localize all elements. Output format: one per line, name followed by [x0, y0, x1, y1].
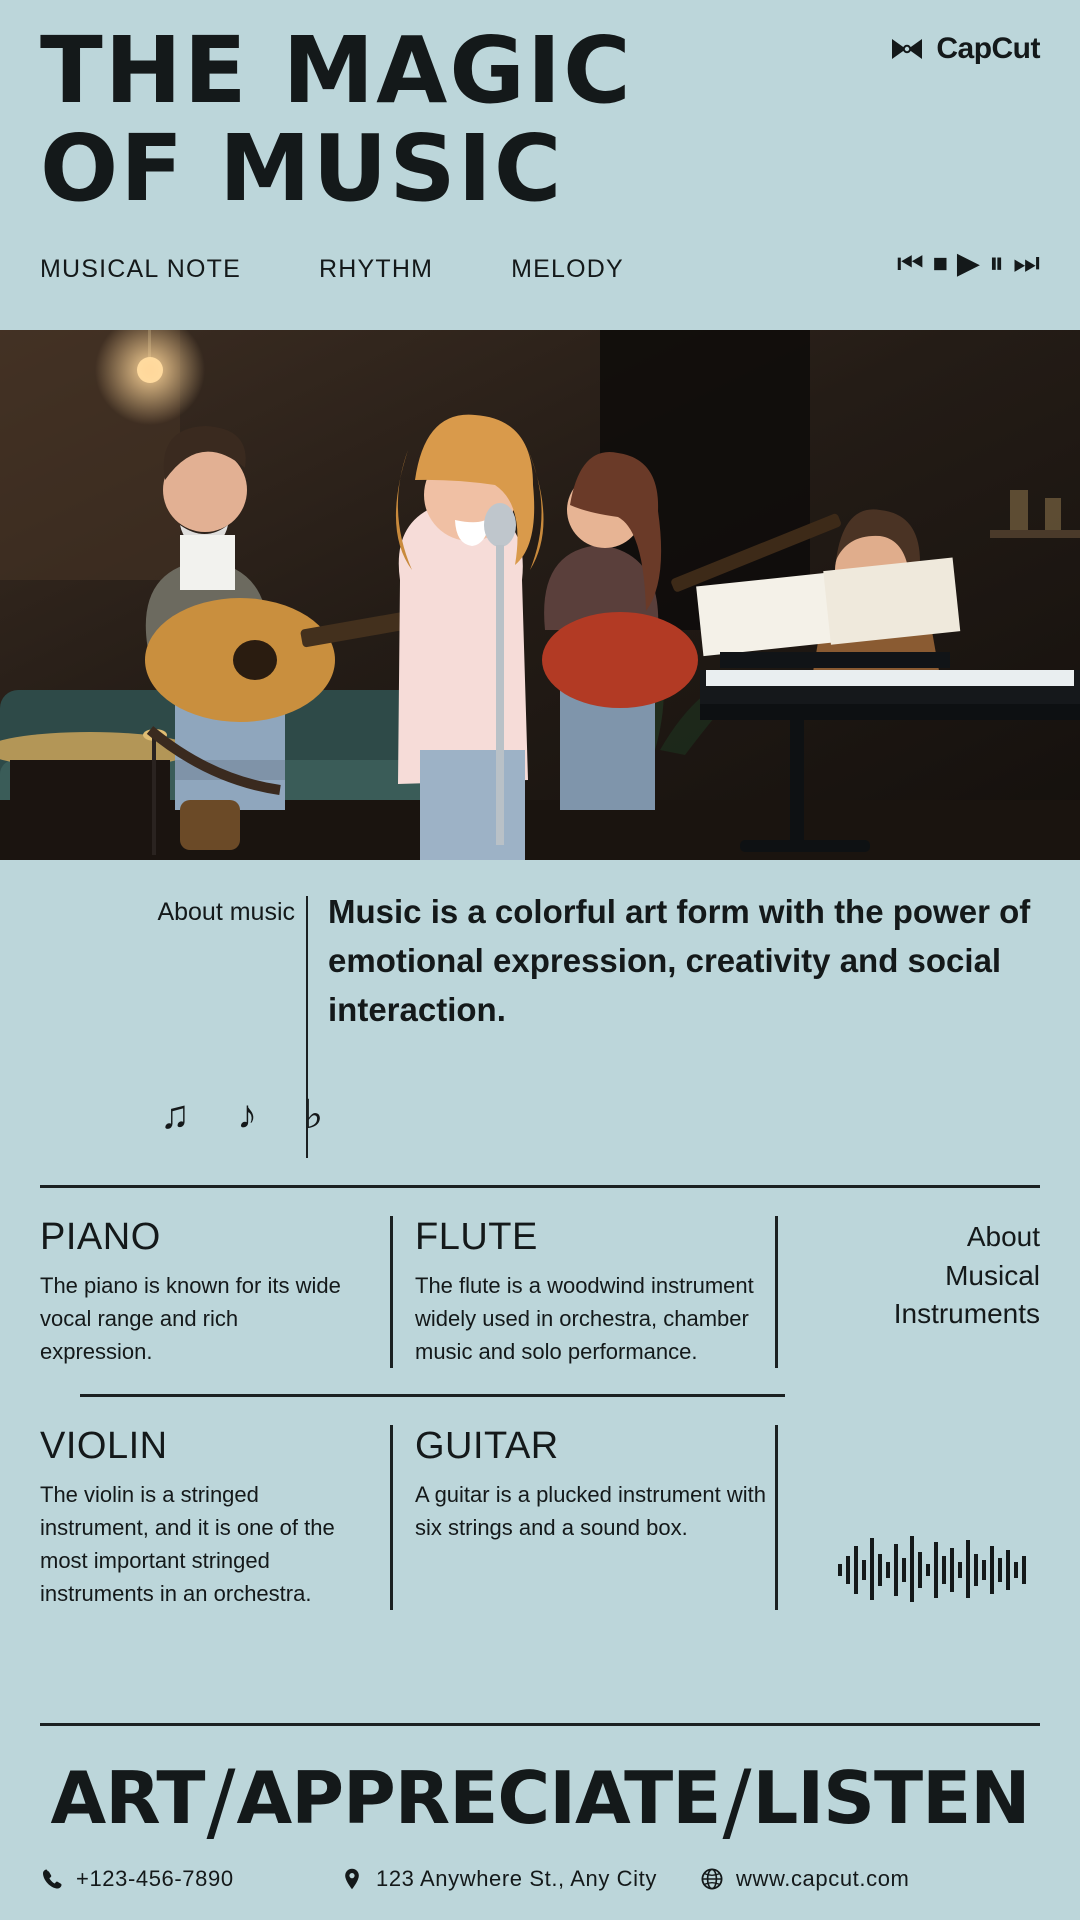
- contact-website-text: www.capcut.com: [736, 1866, 910, 1891]
- previous-track-button[interactable]: ⏮: [896, 247, 924, 280]
- instruments-heading-line-1: About: [966, 1221, 1040, 1252]
- instruments-heading-cell: [775, 1216, 1040, 1368]
- divider-bottom: [40, 1723, 1040, 1726]
- instruments-section: [0, 1188, 1080, 1636]
- instruments-heading: [800, 1218, 1040, 1334]
- play-button[interactable]: ▶: [956, 247, 980, 280]
- about-music-section: [0, 860, 1080, 1185]
- stop-button[interactable]: ⏹: [932, 247, 948, 280]
- waveform-cell: [775, 1425, 1040, 1610]
- poster-footer: [0, 1723, 1080, 1920]
- pause-button[interactable]: ⏸: [989, 247, 1004, 280]
- brand-logo: [890, 32, 1040, 66]
- player-controls: [897, 249, 1040, 279]
- instrument-name: VIOLIN: [40, 1425, 168, 1467]
- instrument-name: PIANO: [40, 1216, 161, 1258]
- contact-phone[interactable]: [40, 1866, 340, 1892]
- location-pin-icon: [340, 1867, 364, 1891]
- instrument-description: The piano is known for its wide vocal range and rich expression.: [40, 1273, 341, 1364]
- contact-website[interactable]: [700, 1866, 1040, 1892]
- instrument-card-flute: [390, 1216, 775, 1368]
- brand-name: CapCut: [936, 32, 1040, 65]
- hero-photo: [0, 330, 1080, 860]
- contact-address[interactable]: [340, 1866, 700, 1892]
- instrument-card-violin: [40, 1425, 390, 1610]
- slogan-part-3: LISTEN: [752, 1756, 1030, 1840]
- nav-item-rhythm[interactable]: RHYTHM: [319, 255, 434, 283]
- instrument-name: GUITAR: [415, 1425, 559, 1467]
- contact-address-text: 123 Anywhere St., Any City: [376, 1866, 657, 1891]
- instruments-row-2: [40, 1397, 1040, 1636]
- instrument-card-piano: [40, 1216, 390, 1368]
- slogan-part-1: ART: [50, 1756, 205, 1840]
- globe-icon: [700, 1867, 724, 1891]
- slogan: [0, 1744, 1080, 1852]
- phone-icon: [40, 1867, 64, 1891]
- poster-header: [0, 0, 1080, 330]
- slogan-separator: /: [206, 1752, 235, 1852]
- slogan-separator: /: [722, 1752, 751, 1852]
- instruments-heading-line-3: Instruments: [893, 1298, 1040, 1330]
- instruments-heading-line-2: Musical: [945, 1259, 1040, 1291]
- nav-item-melody[interactable]: MELODY: [511, 255, 624, 283]
- contact-row: [0, 1852, 1080, 1892]
- instruments-row-1: [40, 1188, 1040, 1394]
- about-music-text: Music is a colorful art form with the power of emotional expression, creativity and social interaction.: [328, 893, 1031, 1028]
- next-track-button[interactable]: ⏭: [1013, 247, 1040, 280]
- musical-notes-icon: ♫ ♪ ♭: [160, 1093, 342, 1137]
- nav-row: [40, 247, 1040, 284]
- instrument-description: The violin is a stringed instrument, and it is one of the most important stringed instruments in an orchestra.: [40, 1482, 335, 1606]
- nav-item-musical-note[interactable]: MUSICAL NOTE: [40, 255, 241, 283]
- instrument-description: A guitar is a plucked instrument with six strings and a sound box.: [415, 1482, 766, 1540]
- slogan-part-2: APPRECIATE: [236, 1756, 721, 1840]
- capcut-logo-icon: [890, 36, 924, 62]
- instrument-card-guitar: [390, 1425, 775, 1610]
- hero-photo-illustration: [0, 330, 1080, 860]
- about-music-label: About music: [157, 898, 295, 926]
- instrument-name: FLUTE: [415, 1216, 538, 1258]
- audio-waveform-icon: [836, 1534, 1036, 1604]
- instrument-description: The flute is a woodwind instrument widely used in orchestra, chamber music and solo performance.: [415, 1273, 754, 1364]
- page-title: THE MAGIC OF MUSIC: [40, 17, 633, 222]
- contact-phone-text: +123-456-7890: [76, 1866, 234, 1891]
